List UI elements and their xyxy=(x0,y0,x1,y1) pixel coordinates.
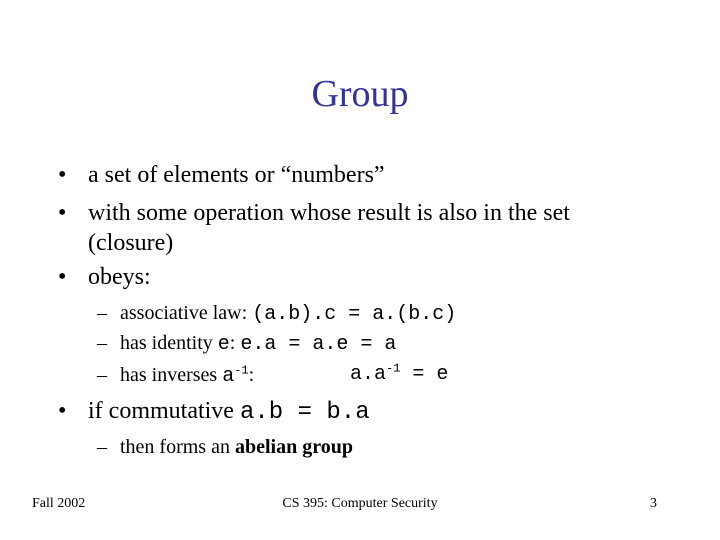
bullet-marker: • xyxy=(58,264,67,290)
footer-course: CS 395: Computer Security xyxy=(282,496,438,511)
subbullet-text: has inverses $a^{-1}$: xyxy=(120,363,255,388)
subbullet-marker: – xyxy=(97,364,107,386)
code-expression: a.b = b.a xyxy=(239,399,370,426)
slide-title: Group xyxy=(311,73,409,115)
bullet-text: (closure) xyxy=(88,230,174,256)
bullet-marker: • xyxy=(58,162,67,188)
bullet-marker: • xyxy=(58,200,67,226)
bullet-text: with some operation whose result is also in the set xyxy=(88,200,570,226)
bullet-text: obeys: xyxy=(88,264,151,290)
code-expression: (a.b).c = a.(b.c) xyxy=(252,303,457,326)
bullet-text: a set of elements or “numbers” xyxy=(88,162,385,188)
subbullet-marker: – xyxy=(97,332,107,354)
code-expression: e.a = a.e = a xyxy=(240,333,397,356)
subbullet-marker: – xyxy=(97,436,107,458)
subbullet-text: then forms an abelian group xyxy=(120,436,353,458)
bullet-text: if commutative a.b = b.a xyxy=(88,398,370,426)
bullet-marker: • xyxy=(58,398,67,424)
subbullet-marker: – xyxy=(97,302,107,324)
subbullet-text: associative law: (a.b).c = a.(b.c) xyxy=(120,302,457,326)
footer-page-number: 3 xyxy=(650,496,657,511)
subbullet-text: has identity e: e.a = a.e = a xyxy=(120,332,397,356)
code-expression: $a.a^{-1} = e$ xyxy=(350,361,449,386)
footer-date: Fall 2002 xyxy=(32,496,86,511)
